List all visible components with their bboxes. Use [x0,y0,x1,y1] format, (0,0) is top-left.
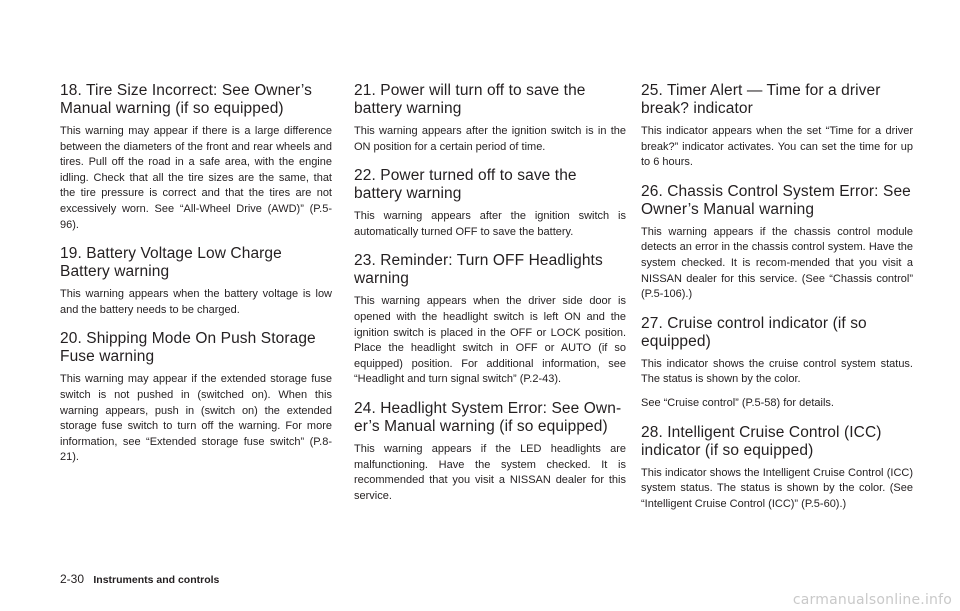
section-heading: 23. Reminder: Turn OFF Headlights warning [354,252,603,288]
section-heading: 22. Power turned off to save the battery warning [354,167,577,203]
section-paragraph: This indicator shows the cruise control system status. The status is shown by the color. [641,357,913,386]
section-paragraph: This warning appears if the chassis control module detects an error in the chassis control system. Have the system checked. It is recom-mended that you visit a NISSAN dealer for this service. (See “Chassis control” (P.5-106).) [641,225,913,301]
section-paragraph: This warning appears after the ignition switch is automatically turned OFF to save the battery. [354,210,626,238]
section-heading: 19. Battery Voltage Low Charge Battery warning [60,245,282,281]
section-heading: 28. Intelligent Cruise Control (ICC) indicator (if so equipped) [641,423,882,459]
page-footer [60,572,219,586]
section-23 [354,252,626,388]
column-3 [641,82,913,524]
section-heading: 27. Cruise control indicator (if so equipped) [641,314,867,350]
section-heading: 24. Headlight System Error: See Own-er’s Manual warning (if so equipped) [354,399,622,435]
section-24 [354,400,626,504]
column-2 [354,82,626,516]
section-22 [354,167,626,240]
section-paragraph: This warning appears after the ignition switch is in the ON position for a certain period of time. [354,125,626,153]
section-paragraph: This warning appears when the battery voltage is low and the battery needs to be charged. [60,288,332,316]
section-19 [60,245,332,318]
section-26 [641,183,913,303]
section-28 [641,424,913,513]
section-paragraph: This warning may appear if there is a large difference between the diameters of the front and rear wheels and tires. Pull off the road in a safe area, with the engine idling. Check that all the tire sizes are the same, that the tire pressure is correct and that the tires are not excessively worn. See “All-Wheel Drive (AWD)” (P.5-96). [60,125,332,231]
section-heading: 18. Tire Size Incorrect: See Owner’s Manual warning (if so equipped) [60,82,312,117]
section-27 [641,315,913,412]
section-paragraph: See “Cruise control” (P.5-58) for details. [641,396,834,409]
section-heading: 20. Shipping Mode On Push Storage Fuse warning [60,330,316,366]
chapter-title: Instruments and controls [93,574,220,586]
page-number: 2-30 [60,572,85,586]
column-1 [60,82,332,478]
section-25 [641,82,913,171]
section-paragraph: This indicator shows the Intelligent Cruise Control (ICC) system status. The status is shown by the color. (See “Intelligent Cruise Control (ICC)” (P.5-60).) [641,466,913,510]
section-paragraph: This warning may appear if the extended storage fuse switch is not pushed in (switched on). When this warning appears, push in (switch on) the extended storage fuse switch to turn off the warning. For more information, see “Extended storage fuse switch” (P.8-21). [60,373,332,464]
section-21 [354,82,626,155]
section-paragraph: This indicator appears when the set “Time for a driver break?” indicator activates. You can set the time for up to 6 hours. [641,125,913,169]
section-20 [60,330,332,466]
section-heading: 21. Power will turn off to save the battery warning [354,82,586,117]
section-paragraph: This warning appears when the driver side door is opened with the headlight switch is left ON and the ignition switch is placed in the OFF or LOCK position. Place the headlight switch in OFF or AUTO (if so equipped) position. For additional information, see “Headlight and turn signal switch” (P.2-43). [354,295,626,386]
section-heading: 26. Chassis Control System Error: See Owner’s Manual warning [641,182,911,218]
watermark: carmanualsonline.info [792,592,952,608]
section-paragraph: This warning appears if the LED headlights are malfunctioning. Have the system checked. It is recommended that you visit a NISSAN dealer for this service. [354,442,626,502]
section-heading: 25. Timer Alert — Time for a driver break? indicator [641,82,881,117]
section-18 [60,82,332,233]
